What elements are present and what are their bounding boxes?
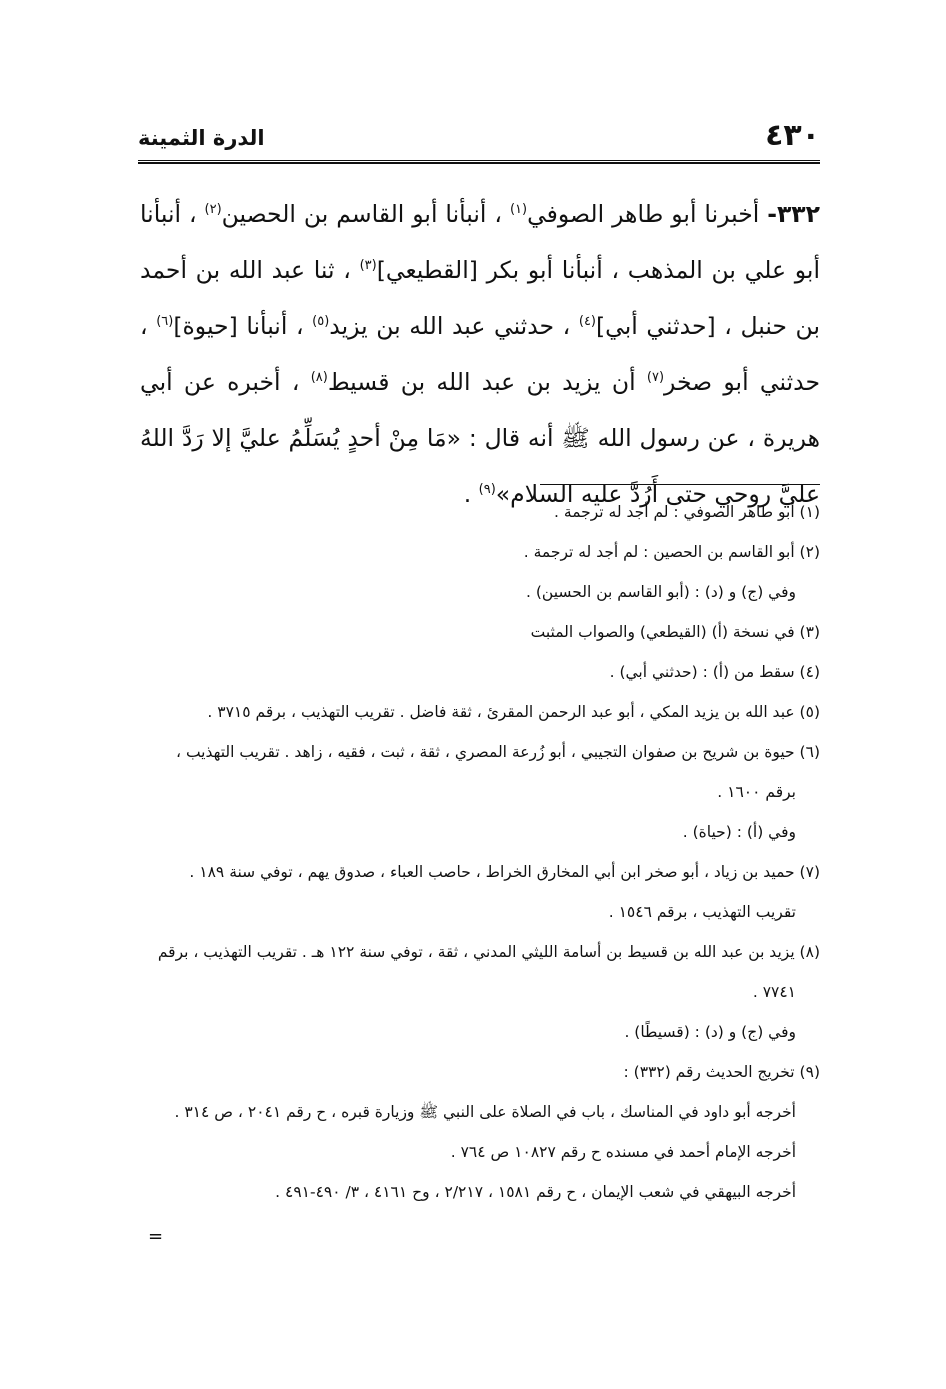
footnote-line: (٢) أبو القاسم بن الحصين : لم أجد له ترجمة . [523, 543, 820, 561]
hadith-number: ٣٣٢- [767, 200, 820, 228]
footnote-ref: (٣) [359, 258, 377, 274]
footnote-divider [540, 484, 820, 485]
footnote-line: وفي (أ) : (حياة) . [682, 823, 796, 841]
text-segment: ، أخبره عن أبي هريرة ، عن رسول الله ﷺ أنه قال : «مَا مِنْ أحدٍ يُسَلِّمُ عليَّ إلا رَدَّ اللهُ عليَّ روحي حتى أَرُدَّ عليه السلام» [140, 368, 820, 508]
text-segment: ، حدثني أبو صخر [140, 312, 820, 396]
hadith-paragraph [140, 186, 820, 522]
footnote-line: ٧٧٤١ . [752, 983, 796, 1001]
text-segment: ، أنبأنا أبو علي بن المذهب ، أنبأنا أبو بكر [القطيعي] [140, 200, 820, 284]
header-rule [138, 160, 820, 164]
hadith-text [140, 186, 820, 522]
text-segment: . [463, 480, 479, 508]
footnote-ref: (٥) [312, 314, 330, 330]
text-segment: أن يزيد بن عبد الله بن قسيط [327, 368, 647, 396]
footnote-line: أخرجه الإمام أحمد في مسنده ح رقم ١٠٨٢٧ ص ٧٦٤ . [450, 1143, 796, 1161]
footnote-line: (٨) يزيد بن عبد الله بن قسيط بن أسامة الليثي المدني ، ثقة ، توفي سنة ١٢٢ هـ . تقريب التهذيب ، برقم [157, 943, 820, 961]
footnote-line: (٤) سقط من (أ) : (حدثني أبي) . [609, 663, 820, 681]
footnote-line: (١) أبو طاهر الصوفي : لم أجد له ترجمة . [554, 503, 820, 521]
footnote-line: وفي (ج) و (د) : (أبو القاسم بن الحسين) . [526, 583, 796, 601]
footnote-line: وفي (ج) و (د) : (قسيطًا) . [624, 1023, 796, 1041]
footnote-line: (٣) في نسخة (أ) (القيطعي) والصواب المثبت [530, 623, 820, 641]
continuation-mark: = [148, 1226, 164, 1247]
footnote-line: (٧) حميد بن زياد ، أبو صخر ابن أبي المخارق الخراط ، حاصب العباء ، صدوق يهم ، توفي سنة ١٨٩ . [189, 863, 820, 881]
footnote-ref: (٢) [204, 202, 222, 218]
footnote-line: أخرجه البيهقي في شعب الإيمان ، ح رقم ١٥٨١ ، ٢/٢١٧ ، وح ٤١٦١ ، ٣/ ٤٩٠-٤٩١ . [275, 1183, 796, 1201]
footnote-ref: (٤) [578, 314, 596, 330]
footnote-ref: (١) [509, 202, 528, 218]
page-number: ٤٣٠ [765, 118, 820, 153]
running-title: الدرة الثمينة [138, 126, 265, 150]
text-segment: ، أنبأنا أبو القاسم بن الحصين [221, 200, 510, 228]
text-segment: ، حدثني عبد الله بن يزيد [329, 312, 579, 340]
text-segment: أخبرنا أبو طاهر الصوفي [527, 200, 768, 228]
footnote-line: أخرجه أبو داود في المناسك ، باب في الصلاة على النبي ﷺ وزيارة قبره ، ح رقم ٢٠٤١ ، ص ٣١٤ . [174, 1103, 796, 1121]
footnote-line: (٩) تخريج الحديث رقم (٣٣٢) : [623, 1063, 820, 1081]
page-header [138, 116, 820, 162]
footnote-ref: (٨) [310, 370, 328, 386]
footnotes [138, 492, 820, 1212]
footnote-line: (٥) عبد الله بن يزيد المكي ، أبو عبد الرحمن المقرئ ، ثقة فاضل . تقريب التهذيب ، برقم ٣٧١٥ . [207, 703, 820, 721]
footnote-ref: (٦) [156, 314, 174, 330]
footnote-ref: (٧) [646, 370, 665, 386]
text-segment: ، أنبأنا [حيوة] [173, 312, 313, 340]
text-segment: ، ثنا عبد الله بن أحمد بن حنبل ، [حدثني أبي] [140, 256, 820, 340]
footnote-line: (٦) حيوة بن شريح بن صفوان التجيبي ، أبو زُرعة المصري ، ثقة ، ثبت ، فقيه ، زاهد . تقريب التهذيب ، [176, 743, 820, 761]
footnote-line: برقم ١٦٠٠ . [717, 783, 796, 801]
footnote-ref: (٩) [478, 482, 496, 498]
footnote-line: تقريب التهذيب ، برقم ١٥٤٦ . [608, 903, 796, 921]
